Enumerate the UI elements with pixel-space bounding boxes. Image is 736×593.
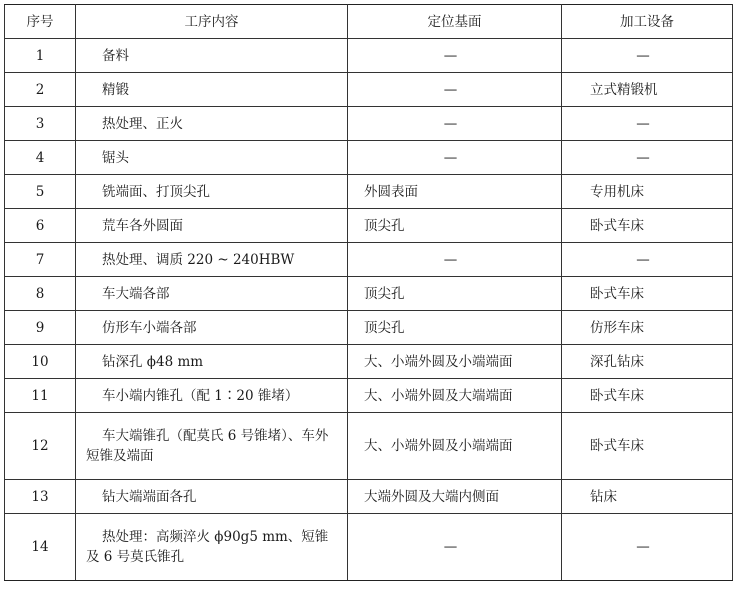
row-base: 顶尖孔 [348, 277, 562, 311]
row-seq: 3 [5, 107, 76, 141]
row-content: 车大端各部 [76, 277, 348, 311]
header-seq: 序号 [5, 5, 76, 39]
table-row [5, 73, 733, 107]
row-base: 大端外圆及大端内侧面 [348, 480, 562, 514]
row-equipment: — [562, 141, 733, 175]
row-base: 大、小端外圆及小端端面 [348, 413, 562, 480]
row-content: 车大端锥孔（配莫氏 6 号锥堵）、车外短锥及端面 [76, 413, 348, 480]
table-row [5, 39, 733, 73]
row-seq: 1 [5, 39, 76, 73]
header-content: 工序内容 [76, 5, 348, 39]
row-base: — [348, 243, 562, 277]
row-content: 仿形车小端各部 [76, 311, 348, 345]
row-content: 钻大端端面各孔 [76, 480, 348, 514]
row-equipment: 卧式车床 [562, 209, 733, 243]
row-seq: 8 [5, 277, 76, 311]
row-seq: 11 [5, 379, 76, 413]
row-content: 铣端面、打顶尖孔 [76, 175, 348, 209]
table-row [5, 209, 733, 243]
row-content: 备料 [76, 39, 348, 73]
row-seq: 6 [5, 209, 76, 243]
row-base: — [348, 73, 562, 107]
row-content: 车小端内锥孔（配 1∶20 锥堵） [76, 379, 348, 413]
row-equipment: 卧式车床 [562, 413, 733, 480]
row-base: — [348, 141, 562, 175]
table-row [5, 345, 733, 379]
table-row [5, 480, 733, 514]
row-equipment: — [562, 514, 733, 581]
table-row [5, 277, 733, 311]
row-seq: 10 [5, 345, 76, 379]
row-base: — [348, 514, 562, 581]
table-row [5, 107, 733, 141]
header-base: 定位基面 [348, 5, 562, 39]
row-equipment: 卧式车床 [562, 379, 733, 413]
row-equipment: 钻床 [562, 480, 733, 514]
row-seq: 9 [5, 311, 76, 345]
row-seq: 4 [5, 141, 76, 175]
row-equipment: 专用机床 [562, 175, 733, 209]
table-row [5, 175, 733, 209]
process-table [4, 4, 733, 581]
row-equipment: 立式精锻机 [562, 73, 733, 107]
row-seq: 12 [5, 413, 76, 480]
row-content: 精锻 [76, 73, 348, 107]
row-content: 锯头 [76, 141, 348, 175]
process-table-container [4, 4, 732, 581]
row-content: 热处理、正火 [76, 107, 348, 141]
row-seq: 5 [5, 175, 76, 209]
row-equipment: 仿形车床 [562, 311, 733, 345]
row-content: 荒车各外圆面 [76, 209, 348, 243]
row-base: 外圆表面 [348, 175, 562, 209]
row-seq: 7 [5, 243, 76, 277]
table-row [5, 413, 733, 480]
table-row [5, 243, 733, 277]
table-header-row [5, 5, 733, 39]
row-base: — [348, 39, 562, 73]
row-seq: 14 [5, 514, 76, 581]
row-base: 顶尖孔 [348, 311, 562, 345]
row-base: 大、小端外圆及大端端面 [348, 379, 562, 413]
row-base: 顶尖孔 [348, 209, 562, 243]
row-equipment: 卧式车床 [562, 277, 733, 311]
row-seq: 2 [5, 73, 76, 107]
header-equipment: 加工设备 [562, 5, 733, 39]
row-base: — [348, 107, 562, 141]
row-equipment: — [562, 243, 733, 277]
row-equipment: — [562, 39, 733, 73]
table-row [5, 141, 733, 175]
table-row [5, 311, 733, 345]
table-row [5, 514, 733, 581]
table-row [5, 379, 733, 413]
row-equipment: 深孔钻床 [562, 345, 733, 379]
row-seq: 13 [5, 480, 76, 514]
row-content: 钻深孔 ϕ48 mm [76, 345, 348, 379]
row-content: 热处理、调质 220 ~ 240HBW [76, 243, 348, 277]
row-base: 大、小端外圆及小端端面 [348, 345, 562, 379]
row-content: 热处理：高频淬火 ϕ90g5 mm、短锥及 6 号莫氏锥孔 [76, 514, 348, 581]
row-equipment: — [562, 107, 733, 141]
